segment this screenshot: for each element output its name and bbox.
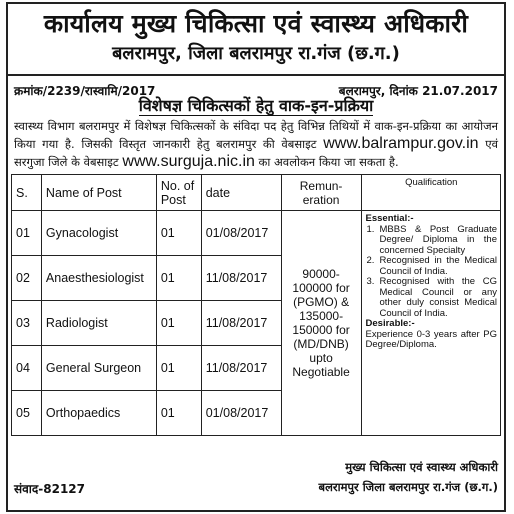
row-date: 11/08/2017 [201,301,281,346]
row-sn: 03 [12,301,42,346]
header-sn: S. [12,175,42,211]
samvad-number: संवाद-82127 [14,482,85,496]
office-address: बलरामपुर, जिला बलरामपुर रा.गंज (छ.ग.) [112,43,400,64]
row-sn: 05 [12,391,42,436]
row-date: 01/08/2017 [201,391,281,436]
body-text-main: स्वास्थ्य विभाग बलरामपुर में विशेषज्ञ चिकित्सकों के संविदा पद हेतु विभिन्न तिथियों में वाक-इन-प्रक्रिया का आयोजन किया गया है. जिसकी विस्तृत जानकारी हेतु बलरामपुर की वेबसाइट [14,119,498,151]
qualification-cell [361,211,500,436]
notice-footer [8,454,504,510]
header-posts: No. of Post [156,175,201,211]
row-posts: 01 [156,391,201,436]
notice-subject: विशेषज्ञ चिकित्सकों हेतु वाक-इन-प्रक्रिया [138,96,374,115]
row-date: 01/08/2017 [201,211,281,256]
office-header [8,4,504,76]
row-sn: 04 [12,346,42,391]
body-text-mid: एवं सरगुजा जिले के वेबसाइट [14,137,499,169]
row-posts: 01 [156,301,201,346]
row-posts: 01 [156,211,201,256]
vacancy-table [11,174,501,436]
essential-item: 1. MBBS & Post Graduate Degree/ Diploma in the concerned Specialty [366,223,497,256]
desirable-text: Experience 0-3 years after PG Degree/Diploma. [365,328,497,350]
header-date: date [201,175,281,211]
essential-list [366,225,497,320]
row-posts: 01 [156,256,201,301]
table-header-row [12,175,501,211]
remuneration-cell: 90000-100000 for (PGMO) & 135000-150000 for (MD/DNB) upto Negotiable [281,211,361,436]
signatory-address: बलरामपुर जिला बलरामपुर रा.गंज (छ.ग.) [318,480,498,494]
row-date: 11/08/2017 [201,256,281,301]
essential-item: 2. Recognised in the Medical Council of India. [366,255,497,277]
desirable-label: Desirable:- [365,318,415,329]
table-row [12,211,501,256]
row-post-name: Orthopaedics [41,391,156,436]
row-posts: 01 [156,346,201,391]
row-post-name: Anaesthesiologist [41,256,156,301]
office-title: कार्यालय मुख्य चिकित्सा एवं स्वास्थ्य अधिकारी [43,9,469,38]
header-name: Name of Post [41,175,156,211]
essential-item: 3. Recognised with the CG Medical Council or any other duly consist Medical Council of India. [366,276,497,319]
place-date: बलरामपुर, दिनांक 21.07.2017 [338,84,498,98]
row-sn: 02 [12,256,42,301]
website-link-surguja[interactable]: www.surguja.nic.in [122,153,255,170]
reference-row [8,76,504,96]
signatory-designation: मुख्य चिकित्सा एवं स्वास्थ्य अधिकारी [345,460,498,474]
row-post-name: Gynacologist [41,211,156,256]
body-text-end: का अवलोकन किया जा सकता है. [258,155,399,169]
row-date: 11/08/2017 [201,346,281,391]
header-remuneration: Remun-eration [281,175,361,211]
notice-frame [6,2,506,512]
row-sn: 01 [12,211,42,256]
header-qualification: Qualification [361,175,500,211]
reference-number: क्रमांक/2239/रास्वामि/2017 [14,84,156,98]
essential-label: Essential:- [365,213,414,224]
row-post-name: Radiologist [41,301,156,346]
notice-body [8,116,504,171]
website-link-balrampur[interactable]: www.balrampur.gov.in [323,135,479,152]
row-post-name: General Surgeon [41,346,156,391]
